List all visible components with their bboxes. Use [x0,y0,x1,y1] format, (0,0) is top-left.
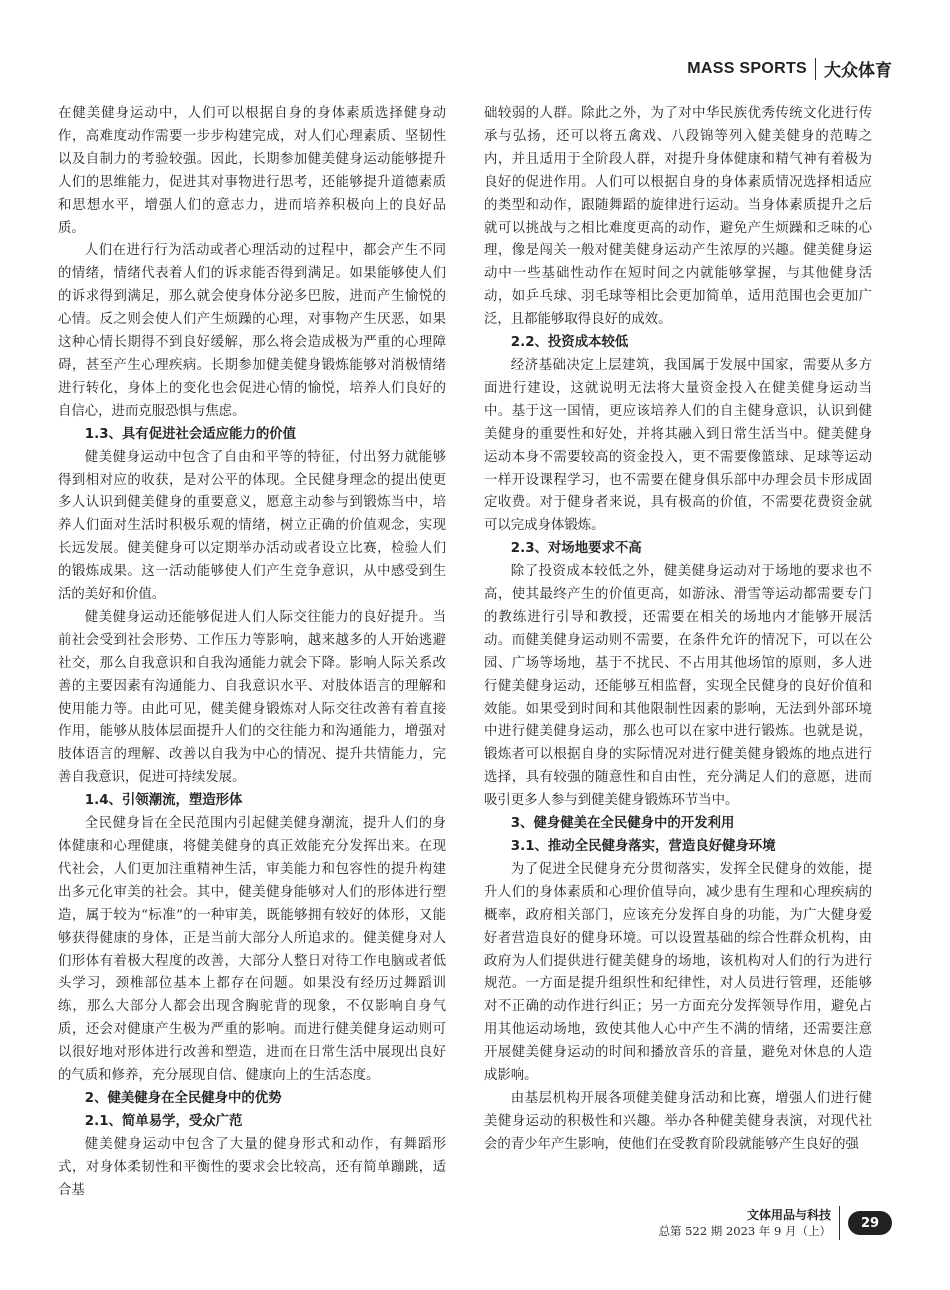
body-paragraph: 除了投资成本较低之外，健美健身运动对于场地的要求也不高，使其最终产生的价值更高，如游泳、滑雪等运动都需要专门的教练进行引导和教授，还需要在相关的场地内才能够开展活动。而健美健身运动则不需要，在条件允许的情况下，可以在公园、广场等场地，基于不扰民、不占用其他场馆的原则，多人进行健美健身运动，还能够互相监督，实现全民健身的良好价值和效能。如果受到时间和其他限制性因素的影响，无法到外部环境中进行健美健身运动，那么也可以在家中进行锻炼。也就是说，锻炼者可以根据自身的实际情况对进行健美健身锻炼的地点进行选择，具有较强的随意性和自由性，充分满足人们的意愿，进而吸引更多人参与到健美健身锻炼环节当中。 [484,564,872,809]
body-paragraph: 由基层机构开展各项健美健身活动和比赛，增强人们进行健美健身运动的积极性和兴趣。举办各种健美健身表演，对现代社会的青少年产生影响，使他们在受教育阶段就能够产生良好的强 [484,1090,872,1152]
section-heading: 3、健身健美在全民健身中的开发利用 [510,816,735,832]
header-divider [815,58,816,80]
footer-divider [839,1206,840,1240]
body-paragraph: 人们在进行行为活动或者心理活动的过程中，都会产生不同的情绪，情绪代表着人们的诉求能否得到满足。如果能够使人们的诉求得到满足，那么就会使身体分泌多巴胺，进而产生愉悦的心情。反之则会使人们产生烦躁的心理，对事物产生厌恶，如果这种心情长期得不到良好缓解，那么将会造成极为严重的心理障碍，甚至产生心理疾病。长期参加健美健身锻炼能够对消极情绪进行转化，身体上的变化也会促进心情的愉悦，培养人们良好的自信心，进而克服恐惧与焦虑。 [58,243,446,419]
header-cn-title: 大众体育 [824,61,892,81]
section-heading: 2.2、投资成本较低 [510,335,629,351]
page-header [687,56,892,81]
page-footer [659,1206,892,1240]
section-heading: 2.3、对场地要求不高 [510,541,642,557]
section-heading: 2、健美健身在全民健身中的优势 [84,1090,282,1106]
body-paragraph: 全民健身旨在全民范围内引起健美健身潮流，提升人们的身体健康和心理健康，将健美健身的真正效能充分发挥出来。在现代社会，人们更加注重精神生活，审美能力和包容性的提升构建出多元化审美的社会。其中，健美健身能够对人们的形体进行塑造，属于较为“标准”的一种审美，既能够拥有较好的体形，又能够获得健康的身体，正是当前大部分人所追求的。健美健身对人们形体有着极大程度的改善，大部分人整日对待工作电脑或者低头学习，颈椎部位基本上都存在问题。如果没有经历过舞蹈训练，那么大部分人都会出现含胸驼背的现象，不仅影响自身气质，还会对健康产生极为严重的影响。而进行健美健身运动则可以很好地对形体进行改善和塑造，进而在日常生活中展现出良好的气质和修养，充分展现自信、健康向上的生活态度。 [58,816,446,1084]
journal-name: 文体用品与科技 [746,1208,831,1222]
left-column [58,103,446,1203]
header-en-title: MASS SPORTS [687,59,807,77]
page-number: 29 [848,1211,892,1235]
body-paragraph: 健美健身运动中包含了大量的健身形式和动作，有舞蹈形式，对身体柔韧性和平衡性的要求会比较高，还有简单蹦跳，适合基 [58,1136,446,1198]
body-paragraph: 为了促进全民健身充分贯彻落实，发挥全民健身的效能，提升人们的身体素质和心理价值导向，减少患有生理和心理疾病的概率，政府相关部门，应该充分发挥自身的功能，为广大健身爱好者营造良好的健身环境。可以设置基础的综合性群众机构，由政府为人们提供进行健美健身的场地，该机构对人们的行为进行规范。一方面是提升组织性和纪律性，对人员进行管理，还能够对不正确的动作进行纠正；另一方面充分发挥领导作用，避免占用其他运动场地，致使其他人心中产生不满的情绪，还需要注意开展健美健身运动的时间和播放音乐的音量，避免对休息的人造成影响。 [484,861,872,1084]
section-heading: 3.1、推动全民健身落实，营造良好健身环境 [510,839,776,854]
right-column [484,103,872,1157]
body-paragraph: 健美健身运动还能够促进人们人际交往能力的良好提升。当前社会受到社会形势、工作压力等影响，越来越多的人开始逃避社交，那么自我意识和自我沟通能力就会下降。影响人际关系改善的主要因素有沟通能力、自我意识水平、对肢体语言的理解和使用能力等。由此可见，健美健身锻炼对人际交往改善有着直接作用，能够从肢体层面提升人们的交往能力和沟通能力，增强对肢体语言的理解、改善以自我为中心的情况、提升共情能力，完善自我意识，促进可持续发展。 [58,609,446,786]
body-paragraph: 在健美健身运动中，人们可以根据自身的身体素质选择健身动作，高难度动作需要一步步构建完成，对人们心理素质、坚韧性以及自制力的考验较强。因此，长期参加健美健身运动能够提升人们的思维能力，促进其对事物进行思考，还能够提升道德素质和思想水平，增强人们的意志力，进而培养积极向上的良好品质。 [58,106,446,236]
section-heading: 2.1、简单易学，受众广范 [84,1113,243,1129]
section-heading: 1.3、具有促进社会适应能力的价值 [84,426,296,442]
body-paragraph: 础较弱的人群。除此之外，为了对中华民族优秀传统文化进行传承与弘扬，还可以将五禽戏、八段锦等列入健美健身的范畴之内，并且适用于全阶段人群，对提升身体健康和精气神有着极为良好的促进作用。人们可以根据自身的身体素质情况选择相适应的类型和动作，跟随舞蹈的旋律进行运动。当身体素质提升之后就可以挑战与之相比难度更高的动作，避免产生烦躁和乏味的心理，像是闯关一般对健美健身运动产生浓厚的兴趣。健美健身运动中一些基础性动作在短时间之内就能够掌握，与其他健身活动，如乒乓球、羽毛球等相比会更加简单，适用范围也会更加广泛，且都能够取得良好的成效。 [484,106,872,328]
body-paragraph: 健美健身运动中包含了自由和平等的特征，付出努力就能够得到相对应的收获，是对公平的体现。全民健身理念的提出使更多人认识到健美健身的重要意义，愿意主动参与到锻炼当中，培养人们面对生活时积极乐观的情绪，树立正确的价值观念，实现长远发展。健美健身可以定期举办活动或者设立比赛，检验人们的锻炼成果。这一活动能够使人们产生竞争意识，从中感受到生活的美好和价值。 [58,449,446,603]
issue-info: 总第 522 期 2023 年 9 月（上） [658,1224,831,1238]
body-paragraph: 经济基础决定上层建筑，我国属于发展中国家，需要从多方面进行建设，这就说明无法将大量资金投入在健美健身运动当中。基于这一国情，更应该培养人们的自主健身意识，认识到健美健身的重要性和好处，并将其融入到日常生活当中。健美健身运动本身不需要较高的资金投入，更不需要像篮球、足球等运动一样开设课程学习，也不需要在健身俱乐部中办理会员卡形成固定收费。对于健身者来说，具有极高的价值，不需要花费资金就可以完成身体锻炼。 [484,357,872,534]
footer-meta [659,1207,831,1239]
section-heading: 1.4、引领潮流，塑造形体 [84,793,243,809]
